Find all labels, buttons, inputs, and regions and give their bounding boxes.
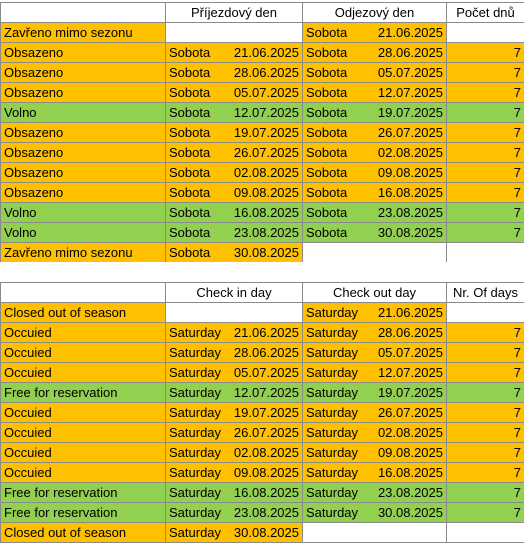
- table-row: [1, 483, 524, 503]
- status-cell: Closed out of season: [1, 303, 166, 323]
- arrival-date-cell: 23.08.2025: [231, 223, 303, 243]
- status-cell: Obsazeno: [1, 183, 166, 203]
- status-cell: Occuied: [1, 343, 166, 363]
- table-row: [1, 423, 524, 443]
- day-count-cell: 7: [447, 403, 524, 423]
- arrival-date-cell: 02.08.2025: [231, 443, 303, 463]
- departure-day-cell: Saturday: [303, 503, 375, 523]
- header-check-in-day: Check in day: [166, 283, 303, 303]
- arrival-date-cell: 09.08.2025: [231, 183, 303, 203]
- table-row: [1, 363, 524, 383]
- arrival-date-cell: 26.07.2025: [231, 423, 303, 443]
- arrival-date-cell: 05.07.2025: [231, 363, 303, 383]
- arrival-date-cell: 02.08.2025: [231, 163, 303, 183]
- arrival-date-cell: 16.08.2025: [231, 203, 303, 223]
- table-row: [1, 463, 524, 483]
- status-cell: Volno: [1, 103, 166, 123]
- arrival-day-cell: Saturday: [166, 463, 231, 483]
- departure-date-cell: 21.06.2025: [375, 303, 447, 323]
- arrival-date-cell: 23.08.2025: [231, 503, 303, 523]
- status-cell: Closed out of season: [1, 523, 166, 543]
- table-row: [1, 103, 524, 123]
- departure-day-cell: [303, 243, 375, 263]
- table-row: [1, 63, 524, 83]
- departure-day-cell: Sobota: [303, 143, 375, 163]
- table-row: [1, 43, 524, 63]
- arrival-day-cell: Sobota: [166, 123, 231, 143]
- arrival-date-cell: 09.08.2025: [231, 463, 303, 483]
- arrival-date-cell: [231, 303, 303, 323]
- day-count-cell: 7: [447, 63, 524, 83]
- arrival-date-cell: 28.06.2025: [231, 343, 303, 363]
- status-cell: Free for reservation: [1, 383, 166, 403]
- status-cell: Volno: [1, 203, 166, 223]
- status-cell: Occuied: [1, 323, 166, 343]
- departure-day-cell: Sobota: [303, 163, 375, 183]
- header-day-count: Počet dnů: [447, 3, 524, 23]
- day-count-cell: [447, 243, 524, 263]
- departure-day-cell: Saturday: [303, 403, 375, 423]
- day-count-cell: 7: [447, 203, 524, 223]
- arrival-day-cell: [166, 303, 231, 323]
- departure-day-cell: Sobota: [303, 223, 375, 243]
- departure-date-cell: 21.06.2025: [375, 23, 447, 43]
- header-nr-of-days: Nr. Of days: [447, 283, 524, 303]
- status-cell: Zavřeno mimo sezonu: [1, 243, 166, 263]
- day-count-cell: 7: [447, 323, 524, 343]
- departure-day-cell: Saturday: [303, 363, 375, 383]
- departure-day-cell: Saturday: [303, 383, 375, 403]
- arrival-date-cell: 26.07.2025: [231, 143, 303, 163]
- status-cell: Obsazeno: [1, 63, 166, 83]
- day-count-cell: 7: [447, 483, 524, 503]
- departure-day-cell: Sobota: [303, 83, 375, 103]
- status-cell: Free for reservation: [1, 503, 166, 523]
- departure-day-cell: [303, 523, 375, 543]
- departure-date-cell: 30.08.2025: [375, 503, 447, 523]
- arrival-day-cell: Sobota: [166, 163, 231, 183]
- departure-date-cell: 02.08.2025: [375, 143, 447, 163]
- departure-day-cell: Saturday: [303, 443, 375, 463]
- english-header-row: [1, 283, 524, 303]
- arrival-date-cell: 21.06.2025: [231, 43, 303, 63]
- arrival-day-cell: [166, 23, 231, 43]
- day-count-cell: 7: [447, 463, 524, 483]
- arrival-date-cell: 30.08.2025: [231, 523, 303, 543]
- day-count-cell: [447, 303, 524, 323]
- status-cell: Occuied: [1, 403, 166, 423]
- english-availability-table: [0, 282, 524, 543]
- table-row: [1, 123, 524, 143]
- departure-day-cell: Sobota: [303, 103, 375, 123]
- status-cell: Obsazeno: [1, 123, 166, 143]
- arrival-date-cell: 05.07.2025: [231, 83, 303, 103]
- departure-day-cell: Sobota: [303, 203, 375, 223]
- departure-day-cell: Saturday: [303, 343, 375, 363]
- status-cell: Obsazeno: [1, 43, 166, 63]
- day-count-cell: 7: [447, 103, 524, 123]
- table-row: [1, 323, 524, 343]
- day-count-cell: 7: [447, 343, 524, 363]
- departure-day-cell: Saturday: [303, 303, 375, 323]
- header-check-out-day: Check out day: [303, 283, 447, 303]
- day-count-cell: 7: [447, 83, 524, 103]
- czech-availability-table: [0, 2, 524, 263]
- departure-day-cell: Saturday: [303, 423, 375, 443]
- day-count-cell: 7: [447, 223, 524, 243]
- header-status: [1, 3, 166, 23]
- arrival-day-cell: Saturday: [166, 403, 231, 423]
- arrival-day-cell: Sobota: [166, 63, 231, 83]
- departure-day-cell: Sobota: [303, 63, 375, 83]
- departure-date-cell: 19.07.2025: [375, 103, 447, 123]
- departure-date-cell: 16.08.2025: [375, 463, 447, 483]
- departure-date-cell: 16.08.2025: [375, 183, 447, 203]
- day-count-cell: 7: [447, 383, 524, 403]
- table-row: [1, 243, 524, 263]
- day-count-cell: 7: [447, 423, 524, 443]
- arrival-day-cell: Saturday: [166, 343, 231, 363]
- arrival-day-cell: Sobota: [166, 83, 231, 103]
- czech-table-body: [1, 3, 524, 263]
- czech-header-row: [1, 3, 524, 23]
- arrival-day-cell: Sobota: [166, 43, 231, 63]
- departure-date-cell: 09.08.2025: [375, 163, 447, 183]
- arrival-day-cell: Sobota: [166, 223, 231, 243]
- status-cell: Occuied: [1, 443, 166, 463]
- departure-day-cell: Saturday: [303, 463, 375, 483]
- table-row: [1, 23, 524, 43]
- arrival-day-cell: Sobota: [166, 143, 231, 163]
- arrival-day-cell: Sobota: [166, 103, 231, 123]
- day-count-cell: 7: [447, 143, 524, 163]
- departure-date-cell: 28.06.2025: [375, 323, 447, 343]
- table-row: [1, 443, 524, 463]
- departure-date-cell: 05.07.2025: [375, 63, 447, 83]
- day-count-cell: 7: [447, 163, 524, 183]
- day-count-cell: [447, 523, 524, 543]
- arrival-date-cell: [231, 23, 303, 43]
- departure-date-cell: 26.07.2025: [375, 123, 447, 143]
- arrival-day-cell: Saturday: [166, 503, 231, 523]
- arrival-date-cell: 30.08.2025: [231, 243, 303, 263]
- day-count-cell: 7: [447, 363, 524, 383]
- arrival-date-cell: 19.07.2025: [231, 403, 303, 423]
- departure-day-cell: Saturday: [303, 323, 375, 343]
- departure-date-cell: 23.08.2025: [375, 483, 447, 503]
- departure-day-cell: Sobota: [303, 43, 375, 63]
- status-cell: Occuied: [1, 423, 166, 443]
- table-row: [1, 383, 524, 403]
- header-departure-day: Odjezový den: [303, 3, 447, 23]
- table-row: [1, 183, 524, 203]
- arrival-day-cell: Sobota: [166, 183, 231, 203]
- status-cell: Obsazeno: [1, 83, 166, 103]
- departure-date-cell: 26.07.2025: [375, 403, 447, 423]
- departure-date-cell: 23.08.2025: [375, 203, 447, 223]
- arrival-date-cell: 12.07.2025: [231, 383, 303, 403]
- table-row: [1, 403, 524, 423]
- departure-date-cell: 09.08.2025: [375, 443, 447, 463]
- arrival-date-cell: 28.06.2025: [231, 63, 303, 83]
- status-cell: Obsazeno: [1, 163, 166, 183]
- departure-day-cell: Saturday: [303, 483, 375, 503]
- departure-day-cell: Sobota: [303, 123, 375, 143]
- table-row: [1, 343, 524, 363]
- departure-day-cell: Sobota: [303, 23, 375, 43]
- departure-date-cell: 30.08.2025: [375, 223, 447, 243]
- table-row: [1, 223, 524, 243]
- english-table-body: [1, 283, 524, 543]
- arrival-day-cell: Saturday: [166, 443, 231, 463]
- status-cell: Occuied: [1, 363, 166, 383]
- day-count-cell: 7: [447, 183, 524, 203]
- arrival-date-cell: 19.07.2025: [231, 123, 303, 143]
- table-row: [1, 143, 524, 163]
- table-row: [1, 163, 524, 183]
- arrival-date-cell: 12.07.2025: [231, 103, 303, 123]
- departure-date-cell: 12.07.2025: [375, 83, 447, 103]
- status-cell: Obsazeno: [1, 143, 166, 163]
- departure-day-cell: Sobota: [303, 183, 375, 203]
- arrival-date-cell: 21.06.2025: [231, 323, 303, 343]
- day-count-cell: 7: [447, 43, 524, 63]
- day-count-cell: 7: [447, 123, 524, 143]
- departure-date-cell: 02.08.2025: [375, 423, 447, 443]
- arrival-day-cell: Sobota: [166, 243, 231, 263]
- header-status: [1, 283, 166, 303]
- table-row: [1, 203, 524, 223]
- table-row: [1, 303, 524, 323]
- arrival-day-cell: Saturday: [166, 423, 231, 443]
- arrival-day-cell: Saturday: [166, 383, 231, 403]
- status-cell: Volno: [1, 223, 166, 243]
- arrival-day-cell: Saturday: [166, 363, 231, 383]
- day-count-cell: 7: [447, 443, 524, 463]
- table-row: [1, 523, 524, 543]
- arrival-day-cell: Saturday: [166, 483, 231, 503]
- status-cell: Zavřeno mimo sezonu: [1, 23, 166, 43]
- departure-date-cell: 19.07.2025: [375, 383, 447, 403]
- departure-date-cell: 12.07.2025: [375, 363, 447, 383]
- table-row: [1, 503, 524, 523]
- departure-date-cell: [375, 523, 447, 543]
- status-cell: Free for reservation: [1, 483, 166, 503]
- arrival-day-cell: Sobota: [166, 203, 231, 223]
- table-row: [1, 83, 524, 103]
- status-cell: Occuied: [1, 463, 166, 483]
- header-arrival-day: Příjezdový den: [166, 3, 303, 23]
- arrival-day-cell: Saturday: [166, 523, 231, 543]
- table-spacer: [0, 262, 524, 282]
- day-count-cell: 7: [447, 503, 524, 523]
- departure-date-cell: 28.06.2025: [375, 43, 447, 63]
- departure-date-cell: 05.07.2025: [375, 343, 447, 363]
- arrival-date-cell: 16.08.2025: [231, 483, 303, 503]
- day-count-cell: [447, 23, 524, 43]
- arrival-day-cell: Saturday: [166, 323, 231, 343]
- departure-date-cell: [375, 243, 447, 263]
